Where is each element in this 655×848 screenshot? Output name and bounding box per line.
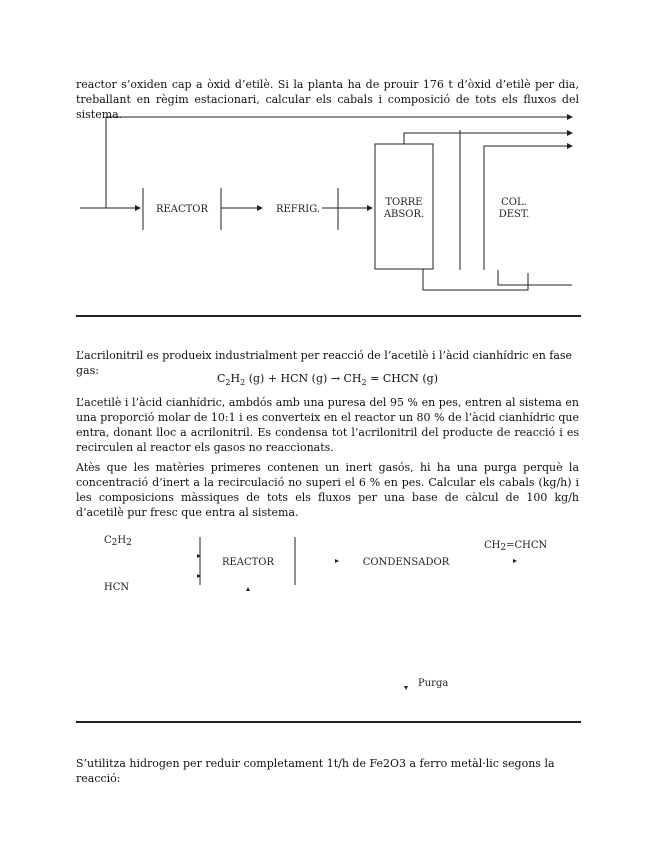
problem2-paragraph-1: L’acetilè i l’àcid cianhídric, ambdós amb una puresa del 95 % en pes, entren al sistema en una proporció molar de 10:1 i es converteix en el reactor un 80 % de l’àcid cianhídric que entra, donant lloc a acrilonitril. Es condensa tot l’acrilonitril del producte de reacció i es recirculen al reactor els gasos no reaccionats. [76, 396, 579, 454]
reactor-to-condenser-arrow [335, 559, 339, 563]
problem2-intro: L’acrilonitril es produeix industrialment per reacció de l’acetilè i l’àcid cianhídric en fase gas: [76, 349, 573, 377]
problem2-paragraph-2: Atès que les matèries primeres contenen un inert gasós, hi ha una purga perquè la concentració d’inert a la recirculació no superi el 6 % en pes. Calcular els cabals (kg/h) i les composicions màssiques de tots els fluxos per una base de càlcul de 100 kg/h d’acetilè pur fresc que entra al sistema. [76, 461, 579, 519]
purge-arrow [404, 686, 408, 690]
column-label-line1: COL. [501, 197, 527, 208]
problem1-text: reactor s’oxiden cap a òxid d’etilè. Si la planta ha de prouir 176 t d’òxid d’etilè per dia, treballant en règim estacionari, calcular els cabals i composició de tots els fluxos del sistema. [76, 78, 579, 121]
reactor-label: REACTOR [221, 557, 275, 568]
section-divider-2 [76, 721, 581, 723]
purge-label: Purga [418, 678, 449, 689]
acrylonitrile-equation: $C_2H_2$ (g) + HCN $(g) \to CH_2$ = CHCN (g) [217, 372, 438, 388]
hcn-feed-label: HCN [104, 582, 130, 593]
recycle-arrow [246, 587, 250, 591]
tower-label-line2: ABSOR. [383, 209, 425, 220]
refrig-label: REFRIG. [275, 204, 321, 215]
column-label-line2: DEST. [498, 209, 530, 220]
c2h2-feed-label: C2H2 [104, 535, 132, 548]
acrylonitrile-product-label: CH2=CHCN [484, 540, 548, 553]
condenser-label: CONDENSADOR [362, 557, 450, 568]
product-arrow [513, 559, 517, 563]
tower-label-line1: TORRE [385, 197, 423, 208]
problem3-text: S’utilitza hidrogen per reduir completament 1t/h de Fe2O3 a ferro metàl·lic segons la reacció: [76, 757, 555, 785]
reactor-label: REACTOR [155, 204, 209, 215]
